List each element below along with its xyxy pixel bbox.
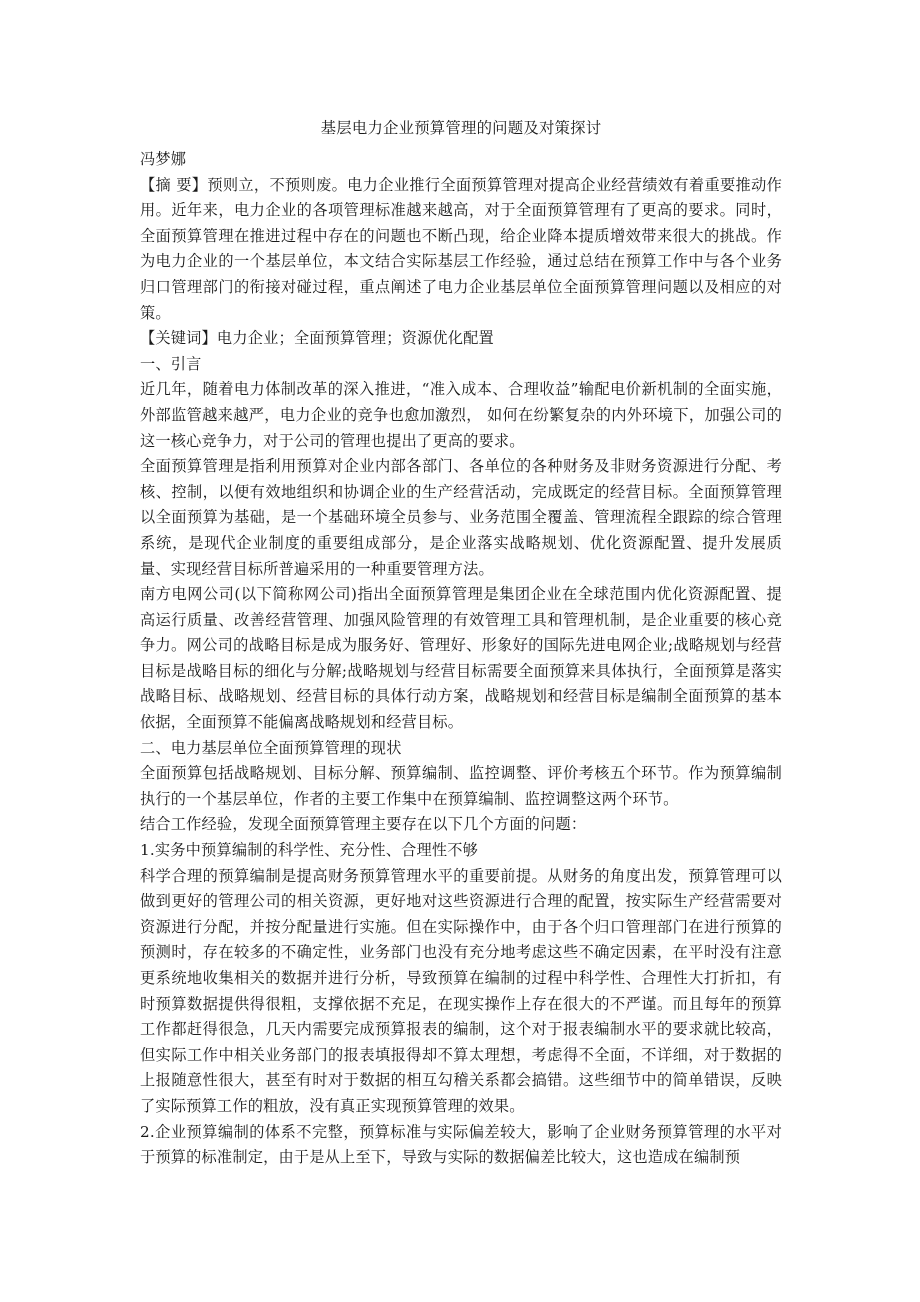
- keywords-line: 【关键词】电力企业；全面预算管理；资源优化配置: [140, 329, 494, 348]
- paragraph: 近几年，随着电力体制改革的深入推进，“准入成本、合理收益”输配电价新机制的全面实施，外部监管越来越严，电力企业的竞争也愈加激烈， 如何在纷繁复杂的内外环境下，加强公司的这一核心竞争力，对于公司的管理也提出了更高的要求。: [140, 380, 782, 450]
- paragraph: 南方电网公司(以下简称网公司)指出全面预算管理是集团企业在全球范围内优化资源配置、提高运行质量、改善经营管理、加强风险管理的有效管理工具和管理机制，是企业重要的核心竞争力。网公司的战略目标是成为服务好、管理好、形象好的国际先进电网企业;战略规划与经营目标是战略目标的细化与分解;战略规划与经营目标需要全面预算来具体执行，全面预算是落实战略目标、战略规划、经营目标的具体行动方案，战略规划和经营目标是编制全面预算的基本依据，全面预算不能偏离战略规划和经营目标。: [140, 585, 782, 732]
- item-heading-1: 1.实务中预算编制的科学性、充分性、合理性不够: [140, 841, 479, 860]
- author-line: 冯梦娜: [140, 150, 187, 168]
- document-body: [140, 147, 782, 1171]
- paragraph: 结合工作经验，发现全面预算管理主要存在以下几个方面的问题：: [140, 815, 587, 834]
- paragraph: 全面预算包括战略规划、目标分解、预算编制、监控调整、评价考核五个环节。作为预算编制执行的一个基层单位，作者的主要工作集中在预算编制、监控调整这两个环节。: [140, 764, 782, 808]
- document-title: 基层电力企业预算管理的问题及对策探讨: [320, 119, 602, 137]
- paragraph: 全面预算管理是指利用预算对企业内部各部门、各单位的各种财务及非财务资源进行分配、考核、控制，以便有效地组织和协调企业的生产经营活动，完成既定的经营目标。全面预算管理以全面预算为基础，是一个基础环境全员参与、业务范围全覆盖、管理流程全跟踪的综合管理系统，是现代企业制度的重要组成部分，是企业落实战略规划、优化资源配置、提升发展质量、实现经营目标所普遍采用的一种重要管理方法。: [140, 457, 782, 578]
- paragraph: 科学合理的预算编制是提高财务预算管理水平的重要前提。从财务的角度出发，预算管理可以做到更好的管理公司的相关资源，更好地对这些资源进行合理的配置，按实际生产经营需要对资源进行分配，并按分配量进行实施。但在实际操作中，由于各个归口管理部门在进行预算的预测时，存在较多的不确定性，业务部门也没有充分地考虑这些不确定因素，在平时没有注意更系统地收集相关的数据并进行分析，导致预算在编制的过程中科学性、合理性大打折扣，有时预算数据提供得很粗，支撑依据不充足，在现实操作上存在很大的不严谨。而且每年的预算工作都赶得很急，几天内需要完成预算报表的编制，这个对于报表编制水平的要求就比较高，但实际工作中相关业务部门的报表填报得却不算太理想，考虑得不全面，不详细，对于数据的上报随意性很大，甚至有时对于数据的相互勾稽关系都会搞错。这些细节中的简单错误，反映了实际预算工作的粗放，没有真正实现预算管理的效果。: [140, 866, 782, 1115]
- paragraph: 2.企业预算编制的体系不完整，预算标准与实际偏差较大，影响了企业财务预算管理的水平对于预算的标准制定，由于是从上至下，导致与实际的数据偏差比较大，这也造成在编制预: [140, 1122, 782, 1167]
- section-heading-status: 二、电力基层单位全面预算管理的现状: [140, 738, 402, 757]
- section-heading-introduction: 一、引言: [140, 354, 202, 373]
- abstract-paragraph: 【摘 要】预则立，不预则废。电力企业推行全面预算管理对提高企业经营绩效有着重要推动作用。近年来，电力企业的各项管理标准越来越高，对于全面预算管理有了更高的要求。同时，全面预算管理在推进过程中存在的问题也不断凸现，给企业降本提质增效带来很大的挑战。作为电力企业的一个基层单位，本文结合实际基层工作经验，通过总结在预算工作中与各个业务归口管理部门的衔接对碰过程，重点阐述了电力企业基层单位全面预算管理问题以及相应的对策。: [140, 175, 782, 322]
